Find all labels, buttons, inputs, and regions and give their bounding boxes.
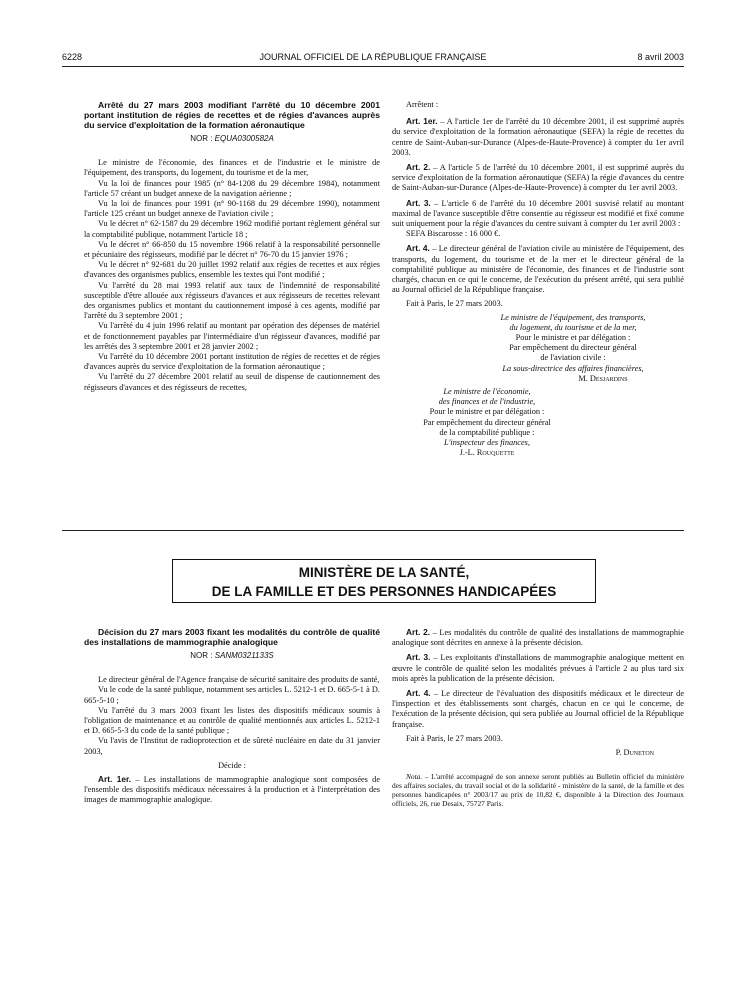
arrete-visa: Vu l'arrêté du 27 décembre 2001 relatif au seuil de dispense de cautionnement des régisseurs d'avances et des régisseurs de recettes, <box>84 372 380 392</box>
arrete-left-column <box>84 100 380 393</box>
arrete-visa: Vu l'arrêté du 4 juin 1996 relatif au montant par opération des dépenses de matériel et de fonctionnement payables par l'intermédiaire d'un régisseur d'avances, modifié par les arrêtés des 3 septembre 2001 et 28 janvier 2002 ; <box>84 321 380 351</box>
article: Art. 4. – Le directeur général de l'aviation civile au ministère de l'équipement, des transports, du logement, du tourisme et de la mer et le directeur général de la comptabilité publique au ministère de l'économie, des finances et de l'industrie sont chargés, chacun en ce qui le concerne, de l'exécution du présent arrêté, qui sera publié au Journal officiel de la République française. <box>392 243 684 295</box>
decide: Décide : <box>218 760 246 770</box>
decision-right-column <box>392 627 684 808</box>
arrete-visa: Le ministre de l'économie, des finances et de l'industrie et le ministre de l'équipement, des transports, du logement, du tourisme et de la mer, <box>84 158 380 178</box>
decision-visa: Vu l'avis de l'Institut de radioprotection et de sûreté nucléaire en date du 31 janvier 2003, <box>84 736 380 756</box>
article-amount: SEFA Biscarosse : 16 000 €. <box>406 229 501 239</box>
section-rule <box>62 530 684 531</box>
decision-left-column <box>84 627 380 806</box>
arrete-visa: Vu le décret n° 62-1587 du 29 décembre 1962 modifié portant règlement général sur la comptabilité publique, notamment l'article 18 ; <box>84 219 380 239</box>
signatory-name: J.-L. Rouquette <box>459 448 515 458</box>
arrete-visa: Vu l'arrêté du 28 mai 1993 relatif aux taux de l'indemnité de responsabilité susceptible d'être allouée aux régisseurs d'avances et aux régisseurs de recettes relevant des organismes publics et montant du cautionnement imposé à ces agents, modifié par l'arrêté du 3 septembre 2001 ; <box>84 280 380 321</box>
signature-block-1: Le ministre de l'équipement, des transports, du logement, du tourisme et de la mer, Pour le ministre et par délégation : Par empêchement du directeur général de l'aviation civile : La sous-directrice des affaires financières, M. Desjardins <box>392 313 684 384</box>
done-at: Fait à Paris, le 27 mars 2003. <box>406 733 503 743</box>
arrete-title: Arrêté du 27 mars 2003 modifiant l'arrêté du 10 décembre 2001 portant institution de régies de recettes et de régies d'avances auprès du service d'exploitation de la formation aéronautique <box>84 100 380 130</box>
arrete-visa: Vu le décret n° 66-850 du 15 novembre 1966 relatif à la responsabilité personnelle et pécuniaire des régisseurs, modifié par le décret n° 76-70 du 15 janvier 1976 ; <box>84 239 380 260</box>
decision-title: Décision du 27 mars 2003 fixant les modalités du contrôle de qualité des installations de mammographie analogique <box>84 627 380 647</box>
article: Art. 4. – Le directeur de l'évaluation des dispositifs médicaux et le directeur de l'inspection et des établissements sont chargés, chacun en ce qui le concerne, de l'exécution de la présente décision, qui sera publiée au Journal officiel de la République française. <box>392 688 685 729</box>
nota: Nota. – L'arrêté accompagné de son annexe seront publiés au Bulletin officiel du ministère des affaires sociales, du travail social et de la solidarité - ministère de la santé, de la famille et des personnes handicapées n° 2003/17 au prix de 10,82 €, disponible à la Direction des Journaux officiels, 26, rue Desaix, 75727 Paris. <box>392 772 684 809</box>
article: Art. 1er. – Les installations de mammographie analogique sont composées de l'ensemble des dispositifs médicaux nécessaires à la production et à l'interprétation des images de mammographie analogique. <box>84 774 380 805</box>
header-rule <box>62 66 684 67</box>
signatory-name: M. Desjardins <box>578 373 628 383</box>
decision-visa: Vu l'arrêté du 3 mars 2003 fixant les listes des dispositifs médicaux soumis à l'obligation de maintenance et au contrôle de qualité mentionnés aux articles L. 5212-1 et D. 665-5-3 du code de la santé publique ; <box>84 705 380 736</box>
issue-date: 8 avril 2003 <box>637 52 684 62</box>
article: Art. 3. – L'article 6 de l'arrêté du 10 décembre 2001 susvisé relatif au montant maximal de l'avance susceptible d'être consentie au régisseur est modifié et fixé comme suit uniquement pour la régie d'avances du centre suivant à compter du 1er avril 2003 : <box>392 197 685 229</box>
arrete-nor: NOR : EQUA0300582A <box>190 134 274 143</box>
signature-block-2: Le ministre de l'économie, des finances et de l'industrie, Pour le ministre et par délégation : Par empêchement du directeur général de la comptabilité publique : L'inspecteur des finances, J.-L. Rouquette <box>392 387 582 458</box>
decision-visa: Vu le code de la santé publique, notamment ses articles L. 5212-1 et D. 665-5-1 à D. 665-5-10 ; <box>84 685 380 705</box>
article: Art. 3. – Les exploitants d'installations de mammographie analogique mettent en œuvre le contrôle de qualité selon les modalités prévues à l'article 2 au plus tard six mois après la publication de la présente décision. <box>392 652 685 683</box>
article: Art. 2. – A l'article 5 de l'arrêté du 10 décembre 2001, il est supprimé auprès du service d'exploitation de la formation aéronautique (SEFA) la régie d'avances du centre de Saint-Auban-sur-Durance (Alpes-de-Haute-Provence) à compter du 1er avril 2003. <box>392 162 685 193</box>
arrete-visa: Vu l'arrêté du 10 décembre 2001 portant institution de régies de recettes et de régies d'avances auprès du service d'exploitation de la formation aéronautique ; <box>84 352 380 372</box>
done-at: Fait à Paris, le 27 mars 2003. <box>406 299 503 309</box>
article: Art. 1er. – A l'article 1er de l'arrêté du 10 décembre 2001, il est supprimé auprès du service d'exploitation de la formation aéronautique (SEFA) la régie de recettes du centre de Saint-Auban-sur-Durance (Alpes-de-Haute-Provence) à compter du 1er avril 2003. <box>392 116 685 157</box>
article: Art. 2. – Les modalités du contrôle de qualité des installations de mammographie analogique sont décrites en annexe à la présente décision. <box>392 627 684 648</box>
decision-visa: Le directeur général de l'Agence française de sécurité sanitaire des produits de santé, <box>98 675 380 685</box>
page-number: 6228 <box>62 52 83 62</box>
ministry-banner: MINISTÈRE DE LA SANTÉ, DE LA FAMILLE ET DES PERSONNES HANDICAPÉES <box>172 559 596 603</box>
arrete-visa: Vu la loi de finances pour 1991 (n° 90-1168 du 29 décembre 1990), notamment l'article 125 créant un budget annexe de l'aviation civile ; <box>84 199 380 219</box>
journal-title: JOURNAL OFFICIEL DE LA RÉPUBLIQUE FRANÇAISE <box>259 52 487 62</box>
decision-nor: NOR : SANM0321133S <box>190 651 274 660</box>
arrete-right-column <box>392 100 684 459</box>
arrete-visa: Vu le décret n° 92-681 du 20 juillet 1992 relatif aux régies de recettes et aux régies d'avances des organismes publics, ensemble les textes qui l'ont modifié ; <box>84 260 380 280</box>
arrete-visa: Vu la loi de finances pour 1985 (n° 84-1208 du 29 décembre 1984), notamment l'article 57 créant un budget annexe de la navigation aérienne ; <box>84 178 380 198</box>
arretent: Arrêtent : <box>406 100 439 109</box>
signatory-name: P. Duneton <box>615 748 654 758</box>
page-header <box>62 52 684 66</box>
